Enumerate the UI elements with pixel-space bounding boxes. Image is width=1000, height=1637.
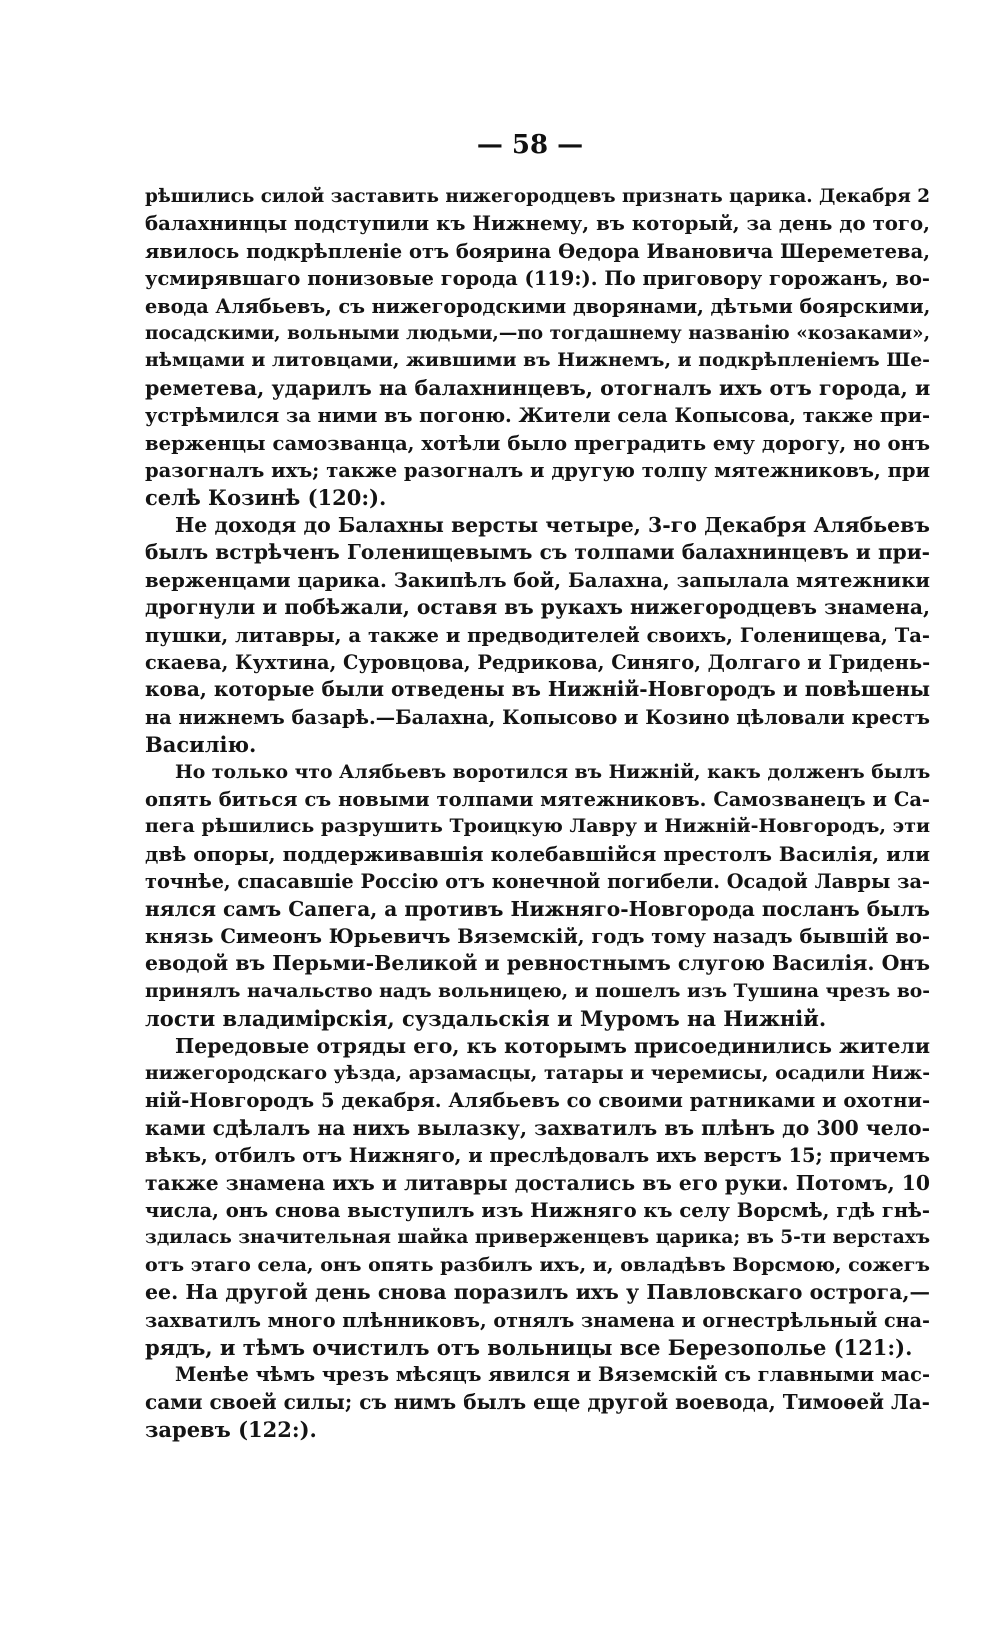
- text-line: сами своей силы; съ нимъ былъ еще другой воевода, Тимоѳей Ла-: [145, 1389, 930, 1414]
- text-line: посадскими, вольными людьми,—по тогдашнему названію «козаками»,: [145, 323, 930, 345]
- text-line: балахнинцы подступили къ Нижнему, въ который, за день до того,: [145, 211, 930, 236]
- text-line: усмирявшаго понизовые города (119:). По приговору горожанъ, во-: [145, 267, 930, 291]
- text-line: вѣкъ, отбилъ отъ Нижняго, и преслѣдовалъ ихъ верстъ 15; причемъ: [145, 1144, 930, 1168]
- text-line: ками сдѣлалъ на нихъ вылазку, захватилъ въ плѣнъ до 300 чело-: [145, 1115, 930, 1140]
- text-line: верженцами царика. Закипѣлъ бой, Балахна, запылала мятежники: [145, 568, 930, 592]
- paragraph: [145, 183, 930, 512]
- text-line: принялъ начальство надъ вольницею, и пошелъ изъ Тушина чрезъ во-: [145, 979, 930, 1002]
- text-line: нижегородскаго уѣзда, арзамасцы, татары и черемисы, осадили Ниж-: [145, 1062, 930, 1084]
- paragraph: [145, 759, 930, 1033]
- text-line: евода Алябьевъ, съ нижегородскими дворянами, дѣтьми боярскими,: [145, 294, 930, 318]
- paragraph: [145, 512, 930, 759]
- text-line: ній-Новгородъ 5 декабря. Алябьевъ со своими ратниками и охотни-: [145, 1089, 930, 1113]
- text-line: князь Симеонъ Юрьевичъ Вяземскій, годъ тому назадъ бывшій во-: [145, 924, 930, 948]
- text-line: точнѣе, спасавшіе Россію отъ конечной погибели. Осадой Лавры за-: [145, 870, 930, 894]
- text-line: нялся самъ Сапега, а противъ Нижняго-Новгорода посланъ былъ: [145, 896, 930, 921]
- text-line: заревъ (122:).: [145, 1417, 317, 1443]
- text-line: верженцы самозванца, хотѣли было преградить ему дорогу, но онъ: [145, 431, 930, 455]
- text-line: устрѣмился за ними въ погоню. Жители села Копысова, также при-: [145, 404, 930, 428]
- text-line: явилось подкрѣпленіе отъ боярина Ѳедора Ивановича Шереметева,: [145, 239, 930, 263]
- text-line: еводой въ Перьми-Великой и ревностнымъ слугою Василія. Онъ: [145, 951, 930, 976]
- text-line: опять биться съ новыми толпами мятежниковъ. Самозванецъ и Са-: [145, 787, 930, 811]
- text-line: Не доходя до Балахны версты четыре, 3-го Декабря Алябьевъ: [175, 512, 930, 537]
- paragraph: [145, 1361, 930, 1443]
- text-line: числа, онъ снова выступилъ изъ Нижняго къ селу Ворсмѣ, гдѣ гнѣ-: [145, 1199, 930, 1223]
- text-line: нѣмцами и литовцами, жившими въ Нижнемъ, и подкрѣпленіемъ Ше-: [145, 349, 930, 372]
- text-line: рѣшились силой заставить нижегородцевъ признать царика. Декабря 2: [145, 186, 930, 207]
- text-line: скаева, Кухтина, Суровцова, Редрикова, Синяго, Долгаго и Гридень-: [145, 650, 930, 674]
- text-line: Передовые отряды его, къ которымъ присоединились жители: [175, 1033, 930, 1058]
- text-line: пега рѣшились разрушить Троицкую Лавру и Нижній-Новгородъ, эти: [145, 815, 930, 838]
- text-line: былъ встрѣченъ Голенищевымъ съ толпами балахнинцевъ и при-: [145, 540, 930, 565]
- text-line: также знамена ихъ и литавры достались въ его руки. Потомъ, 10: [145, 1170, 930, 1195]
- paragraph: [145, 1033, 930, 1362]
- text-line: лости владимірскія, суздальскія и Муромъ на Нижній.: [145, 1006, 827, 1032]
- text-line: кова, которые были отведены въ Нижній-Новгородъ и повѣшены: [145, 677, 930, 702]
- text-line: Но только что Алябьевъ воротился въ Нижній, какъ долженъ былъ: [175, 760, 930, 783]
- text-line: на нижнемъ базарѣ.—Балахна, Копысово и Козино цѣловали крестъ: [145, 705, 930, 729]
- text-line: отъ этаго села, онъ опять разбилъ ихъ, и, овладѣвъ Ворсмою, сожегъ: [145, 1253, 930, 1276]
- text-line: разогналъ ихъ; также разогналъ и другую толпу мятежниковъ, при: [145, 459, 930, 483]
- text-line: пушки, литавры, а также и предводителей своихъ, Голенищева, Та-: [145, 623, 930, 647]
- body-text: [145, 183, 930, 1444]
- text-line: дрогнули и побѣжали, оставя въ рукахъ нижегородцевъ знамена,: [145, 595, 930, 620]
- text-line: рядъ, и тѣмъ очистилъ отъ вольницы все Березополье (121:).: [145, 1335, 913, 1361]
- text-line: Василію.: [145, 732, 257, 758]
- page-number: — 58 —: [476, 130, 584, 160]
- text-line: двѣ опоры, поддерживавшія колебавшійся престолъ Василія, или: [145, 841, 930, 866]
- text-line: селѣ Козинѣ (120:).: [145, 485, 387, 511]
- text-line: ее. На другой день снова поразилъ ихъ у Павловскаго острога,—: [145, 1280, 930, 1305]
- text-line: Менѣе чѣмъ чрезъ мѣсяцъ явился и Вяземскій съ главными мас-: [175, 1363, 930, 1387]
- text-line: захватилъ много плѣнниковъ, отнялъ знамена и огнестрѣльный сна-: [145, 1308, 930, 1332]
- text-line: здилась значительная шайка приверженцевъ царика; въ 5-ти верстахъ: [145, 1227, 930, 1249]
- text-line: реметева, ударилъ на балахнинцевъ, отогналъ ихъ отъ города, и: [145, 375, 930, 400]
